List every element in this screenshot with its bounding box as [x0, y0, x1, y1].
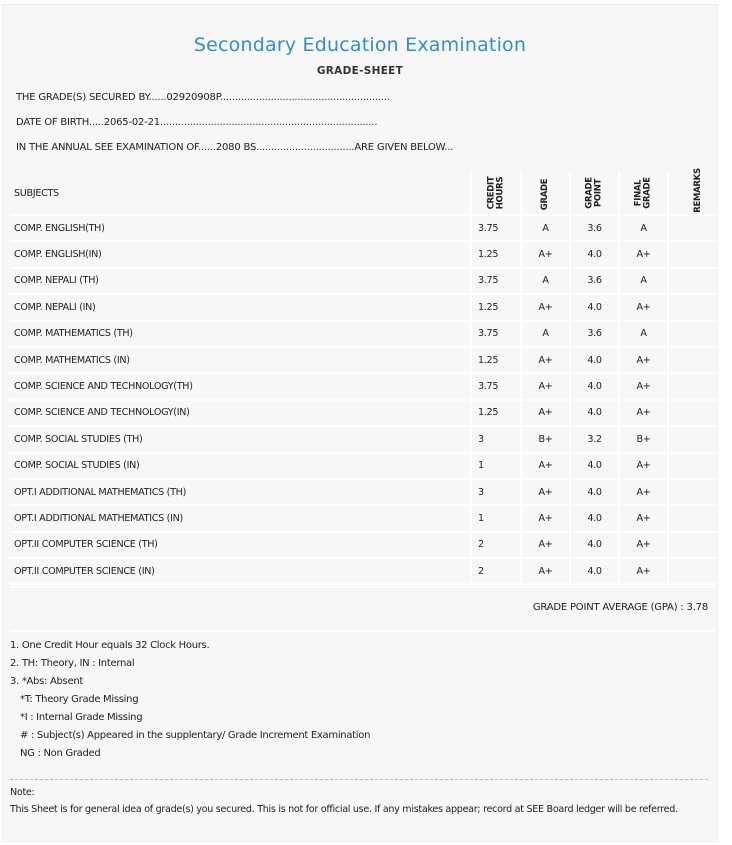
table-row: OPT.II COMPUTER SCIENCE (TH) 2 A+ 4.0 A+ — [10, 532, 729, 558]
secured-by-line: THE GRADE(S) SECURED BY......02920908P......................................................... — [16, 92, 390, 103]
page-title: Secondary Education Examination — [193, 34, 527, 56]
note-item: *T: Theory Grade Missing — [20, 694, 139, 705]
note-item: 3. *Abs: Absent — [10, 676, 83, 687]
table-header-row — [10, 172, 729, 215]
header-remarks: REMARKS — [668, 172, 729, 215]
header-grade-point: GRADE POINT — [570, 172, 619, 215]
footnote — [10, 784, 678, 818]
table-row: COMP. MATHEMATICS (IN) 1.25 A+ 4.0 A+ — [10, 347, 729, 373]
notes-list — [10, 637, 370, 763]
dob-value: 2065-02-21 — [103, 117, 160, 128]
gpa-line — [533, 602, 708, 613]
header-subjects: SUBJECTS — [10, 172, 471, 215]
table-row: COMP. NEPALI (IN) 1.25 A+ 4.0 A+ — [10, 294, 729, 320]
page-subtitle: GRADE-SHEET — [316, 65, 404, 77]
footnote-label: Note: — [10, 787, 35, 798]
table-row: COMP. SOCIAL STUDIES (IN) 1 A+ 4.0 A+ — [10, 453, 729, 479]
table-row: COMP. ENGLISH(IN) 1.25 A+ 4.0 A+ — [10, 241, 729, 267]
given-below-text: ARE GIVEN BELOW... — [354, 142, 454, 153]
header-credit-hours: CREDIT HOURS — [471, 172, 521, 215]
exam-label: IN THE ANNUAL SEE EXAMINATION OF — [16, 142, 198, 153]
table-row: COMP. SCIENCE AND TECHNOLOGY(TH) 3.75 A+ 4.0 A+ — [10, 373, 729, 399]
table-row: COMP. ENGLISH(TH) 3.75 A 3.6 A — [10, 215, 729, 241]
note-item: *I : Internal Grade Missing — [20, 712, 143, 723]
grades-table — [10, 168, 730, 585]
dob-line: DATE OF BIRTH.....2065-02-21......................................................................... — [16, 117, 378, 128]
secured-by-label: THE GRADE(S) SECURED BY — [16, 92, 149, 103]
header-final-grade: FINAL GRADE — [619, 172, 668, 215]
symbol-number: 02920908P — [166, 92, 220, 103]
footnote-text: This Sheet is for general idea of grade(s) you secured. This is not for official use. If any mistakes appear; record at SEE Board ledger will be referred. — [10, 804, 678, 815]
table-row: COMP. NEPALI (TH) 3.75 A 3.6 A — [10, 268, 729, 294]
table-row: OPT.I ADDITIONAL MATHEMATICS (TH) 3 A+ 4.0 A+ — [10, 479, 729, 505]
note-item: 1. One Credit Hour equals 32 Clock Hours. — [10, 640, 210, 651]
exam-year: 2080 BS — [215, 142, 257, 153]
note-item: NG : Non Graded — [20, 748, 101, 759]
table-row: COMP. SCIENCE AND TECHNOLOGY(IN) 1.25 A+ 4.0 A+ — [10, 400, 729, 426]
grade-sheet — [2, 4, 718, 842]
exam-line: IN THE ANNUAL SEE EXAMINATION OF......2080 BS.................................ARE GIVEN BELOW... — [16, 142, 454, 153]
gpa-value: 3.78 — [686, 602, 708, 613]
dashed-divider — [10, 779, 708, 780]
table-row: COMP. MATHEMATICS (TH) 3.75 A 3.6 A — [10, 321, 729, 347]
header-grade: GRADE — [521, 172, 570, 215]
table-row: OPT.I ADDITIONAL MATHEMATICS (IN) 1 A+ 4.0 A+ — [10, 505, 729, 531]
dob-label: DATE OF BIRTH — [16, 117, 89, 128]
gpa-section — [10, 586, 716, 632]
note-item: # : Subject(s) Appeared in the supplentary/ Grade Increment Examination — [20, 730, 371, 741]
gpa-label: GRADE POINT AVERAGE (GPA) : — [532, 602, 684, 613]
note-item: 2. TH: Theory, IN : Internal — [10, 658, 135, 669]
table-row: OPT.II COMPUTER SCIENCE (IN) 2 A+ 4.0 A+ — [10, 558, 729, 584]
table-row: COMP. SOCIAL STUDIES (TH) 3 B+ 3.2 B+ — [10, 426, 729, 452]
